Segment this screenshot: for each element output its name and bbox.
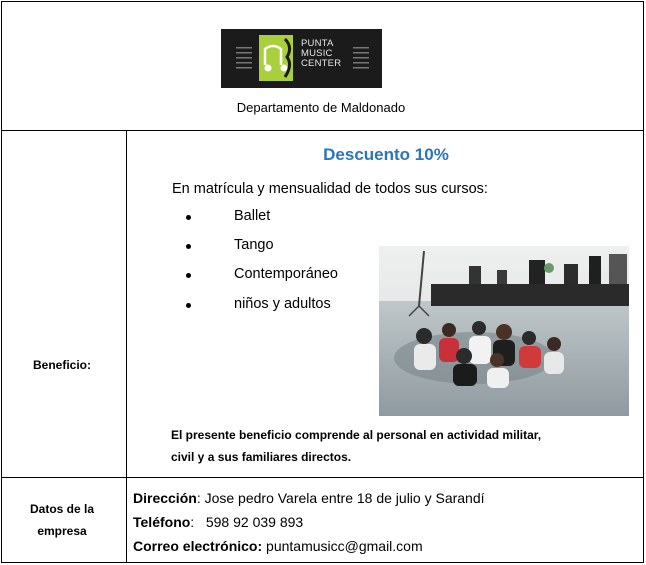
email-row: Correo electrónico: puntamusicc@gmail.com — [133, 538, 423, 554]
benefit-intro: En matrícula y mensualidad de todos sus cursos: — [172, 181, 488, 197]
phone-value: 598 92 039 893 — [205, 514, 304, 530]
address-row: Dirección: Jose pedro Varela entre 18 de julio y Sarandí — [133, 490, 485, 506]
bullet-icon — [186, 273, 191, 278]
benefit-label: Beneficio: — [32, 358, 91, 372]
logo-wordmark: PUNTA MUSIC CENTER — [301, 38, 342, 69]
column-divider — [126, 130, 127, 563]
phone-row: Teléfono: 598 92 039 893 — [133, 514, 304, 530]
equalizer-right-icon — [353, 45, 369, 73]
music-note-icon — [259, 35, 293, 81]
address-value: Jose pedro Varela entre 18 de julio y Sarandí — [204, 490, 485, 506]
header-divider — [2, 130, 643, 131]
benefit-note: El presente beneficio comprende al personal en actividad militar, civil y a sus familiares directos. — [171, 428, 542, 464]
dance-class-photo — [379, 246, 629, 416]
equalizer-left-icon — [236, 45, 252, 73]
company-divider — [2, 477, 643, 478]
company-details — [133, 486, 485, 558]
bullet-icon — [186, 303, 191, 308]
email-value: puntamusicc@gmail.com — [266, 538, 423, 554]
punta-music-center-logo — [221, 29, 382, 88]
department-name: Departamento de Maldonado — [236, 100, 406, 115]
bullet-icon — [186, 215, 191, 220]
company-data-label: Datos de la empresa — [29, 502, 95, 538]
discount-title: Descuento 10% — [323, 145, 449, 164]
bullet-icon — [186, 244, 191, 249]
